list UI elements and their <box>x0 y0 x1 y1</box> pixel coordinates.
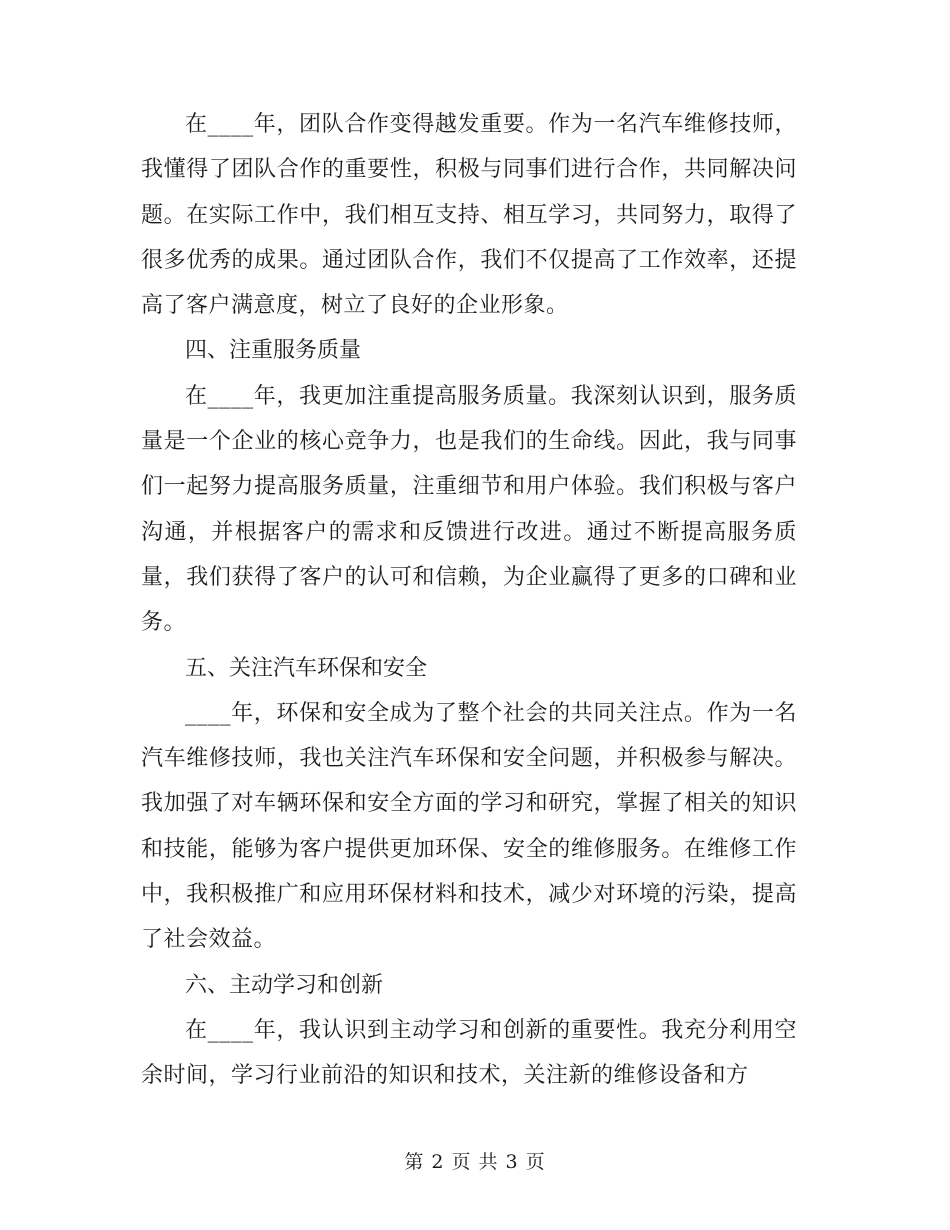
section-heading-learning-innovation: 六、主动学习和创新 <box>185 972 384 998</box>
paragraph-learning-innovation: 在____年，我认识到主动学习和创新的重要性。我充分利用空余时间，学习行业前沿的知识和技术，关注新的维修设备和方 <box>141 1017 797 1089</box>
section-heading-environment-safety: 五、关注汽车环保和安全 <box>185 655 428 681</box>
section-heading-service-quality: 四、注重服务质量 <box>185 338 362 364</box>
paragraph-teamwork: 在____年，团队合作变得越发重要。作为一名汽车维修技师，我懂得了团队合作的重要性，积极与同事们进行合作，共同解决问题。在实际工作中，我们相互支持、相互学习，共同努力，取得了很多优秀的成果。通过团队合作，我们不仅提高了工作效率，还提高了客户满意度，树立了良好的企业形象。 <box>141 112 797 319</box>
document-body <box>141 102 797 1099</box>
paragraph-environment-safety: ____年，环保和安全成为了整个社会的共同关注点。作为一名汽车维修技师，我也关注汽车环保和安全问题，并积极参与解决。我加强了对车辆环保和安全方面的学习和研究，掌握了相关的知识和技能，能够为客户提供更加环保、安全的维修服务。在维修工作中，我积极推广和应用环保材料和技术，减少对环境的污染，提高了社会效益。 <box>141 700 797 953</box>
paragraph-service-quality: 在____年，我更加注重提高服务质量。我深刻认识到，服务质量是一个企业的核心竞争力，也是我们的生命线。因此，我与同事们一起努力提高服务质量，注重细节和用户体验。我们积极与客户沟通，并根据客户的需求和反馈进行改进。通过不断提高服务质量，我们获得了客户的认可和信赖，为企业赢得了更多的口碑和业务。 <box>141 383 797 636</box>
page-number-footer: 第 2 页 共 3 页 <box>404 1151 546 1173</box>
